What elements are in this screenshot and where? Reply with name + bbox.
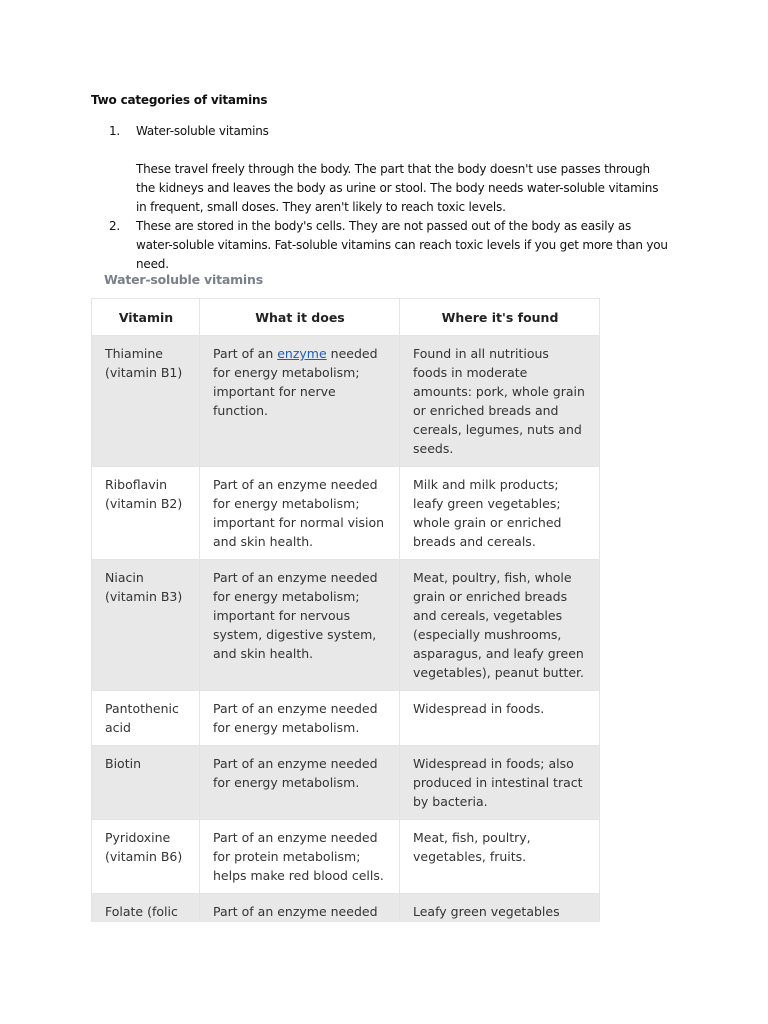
list-item [109,217,669,274]
page-heading: Two categories of vitamins [91,93,268,107]
table-header-row [92,299,600,336]
table-row [92,746,600,820]
list-item-text: These travel freely through the body. The part that the body doesn't use passes through the kidneys and leaves the body as urine or stool. The body needs water-soluble vitamins in frequent, small doses. They aren't likely to reach toxic levels. [136,162,659,214]
source-cell: Milk and milk products; leafy green vegetables; whole grain or enriched breads and cereals. [400,467,600,560]
vitamin-cell: Pyridoxine (vitamin B6) [92,820,200,894]
vitamin-cell: Biotin [92,746,200,820]
table-row [92,820,600,894]
column-header-what-it-does: What it does [200,299,400,336]
table-row [92,691,600,746]
function-text: needed for energy metabolism; important for nerve function. [213,346,378,418]
function-cell: Part of an enzyme needed for energy metabolism; important for nervous system, digestive system, and skin health. [200,560,400,691]
source-cell: Leafy green vegetables [400,894,600,949]
source-cell: Meat, fish, poultry, vegetables, fruits. [400,820,600,894]
list-number: 2. [109,219,121,233]
vitamin-categories-list [109,122,669,274]
source-cell: Found in all nutritious foods in moderate amounts: pork, whole grain or enriched breads and cereals, legumes, nuts and seeds. [400,336,600,467]
function-cell: Part of an enzyme needed for energy metabolism. [200,691,400,746]
function-text: Part of an [213,346,278,361]
column-header-where-found: Where it's found [400,299,600,336]
list-item [109,122,669,217]
vitamin-cell: Folate (folic [92,894,200,949]
vitamin-cell: Thiamine (vitamin B1) [92,336,200,467]
vitamin-table [91,298,600,949]
function-cell: Part of an enzyme needed [200,894,400,949]
enzyme-link[interactable]: enzyme [277,346,327,361]
source-cell: Meat, poultry, fish, whole grain or enriched breads and cereals, vegetables (especially mushrooms, asparagus, and leafy green vegetables), peanut butter. [400,560,600,691]
vitamin-cell: Niacin (vitamin B3) [92,560,200,691]
table-row [92,467,600,560]
function-cell [200,336,400,467]
page-bottom-margin [0,922,768,1024]
function-cell: Part of an enzyme needed for energy metabolism; important for normal vision and skin health. [200,467,400,560]
list-item-text: These are stored in the body's cells. They are not passed out of the body as easily as water-soluble vitamins. Fat-soluble vitamins can reach toxic levels if you get more than you need. [136,219,668,271]
column-header-vitamin: Vitamin [92,299,200,336]
table-row [92,560,600,691]
table-row [92,336,600,467]
vitamin-cell: Riboflavin (vitamin B2) [92,467,200,560]
source-cell: Widespread in foods. [400,691,600,746]
source-cell: Widespread in foods; also produced in intestinal tract by bacteria. [400,746,600,820]
function-cell: Part of an enzyme needed for protein metabolism; helps make red blood cells. [200,820,400,894]
list-item-title: Water-soluble vitamins [136,124,269,138]
vitamin-cell: Pantothenic acid [92,691,200,746]
section-title: Water-soluble vitamins [104,272,263,287]
function-cell: Part of an enzyme needed for energy metabolism. [200,746,400,820]
list-number: 1. [109,124,121,138]
